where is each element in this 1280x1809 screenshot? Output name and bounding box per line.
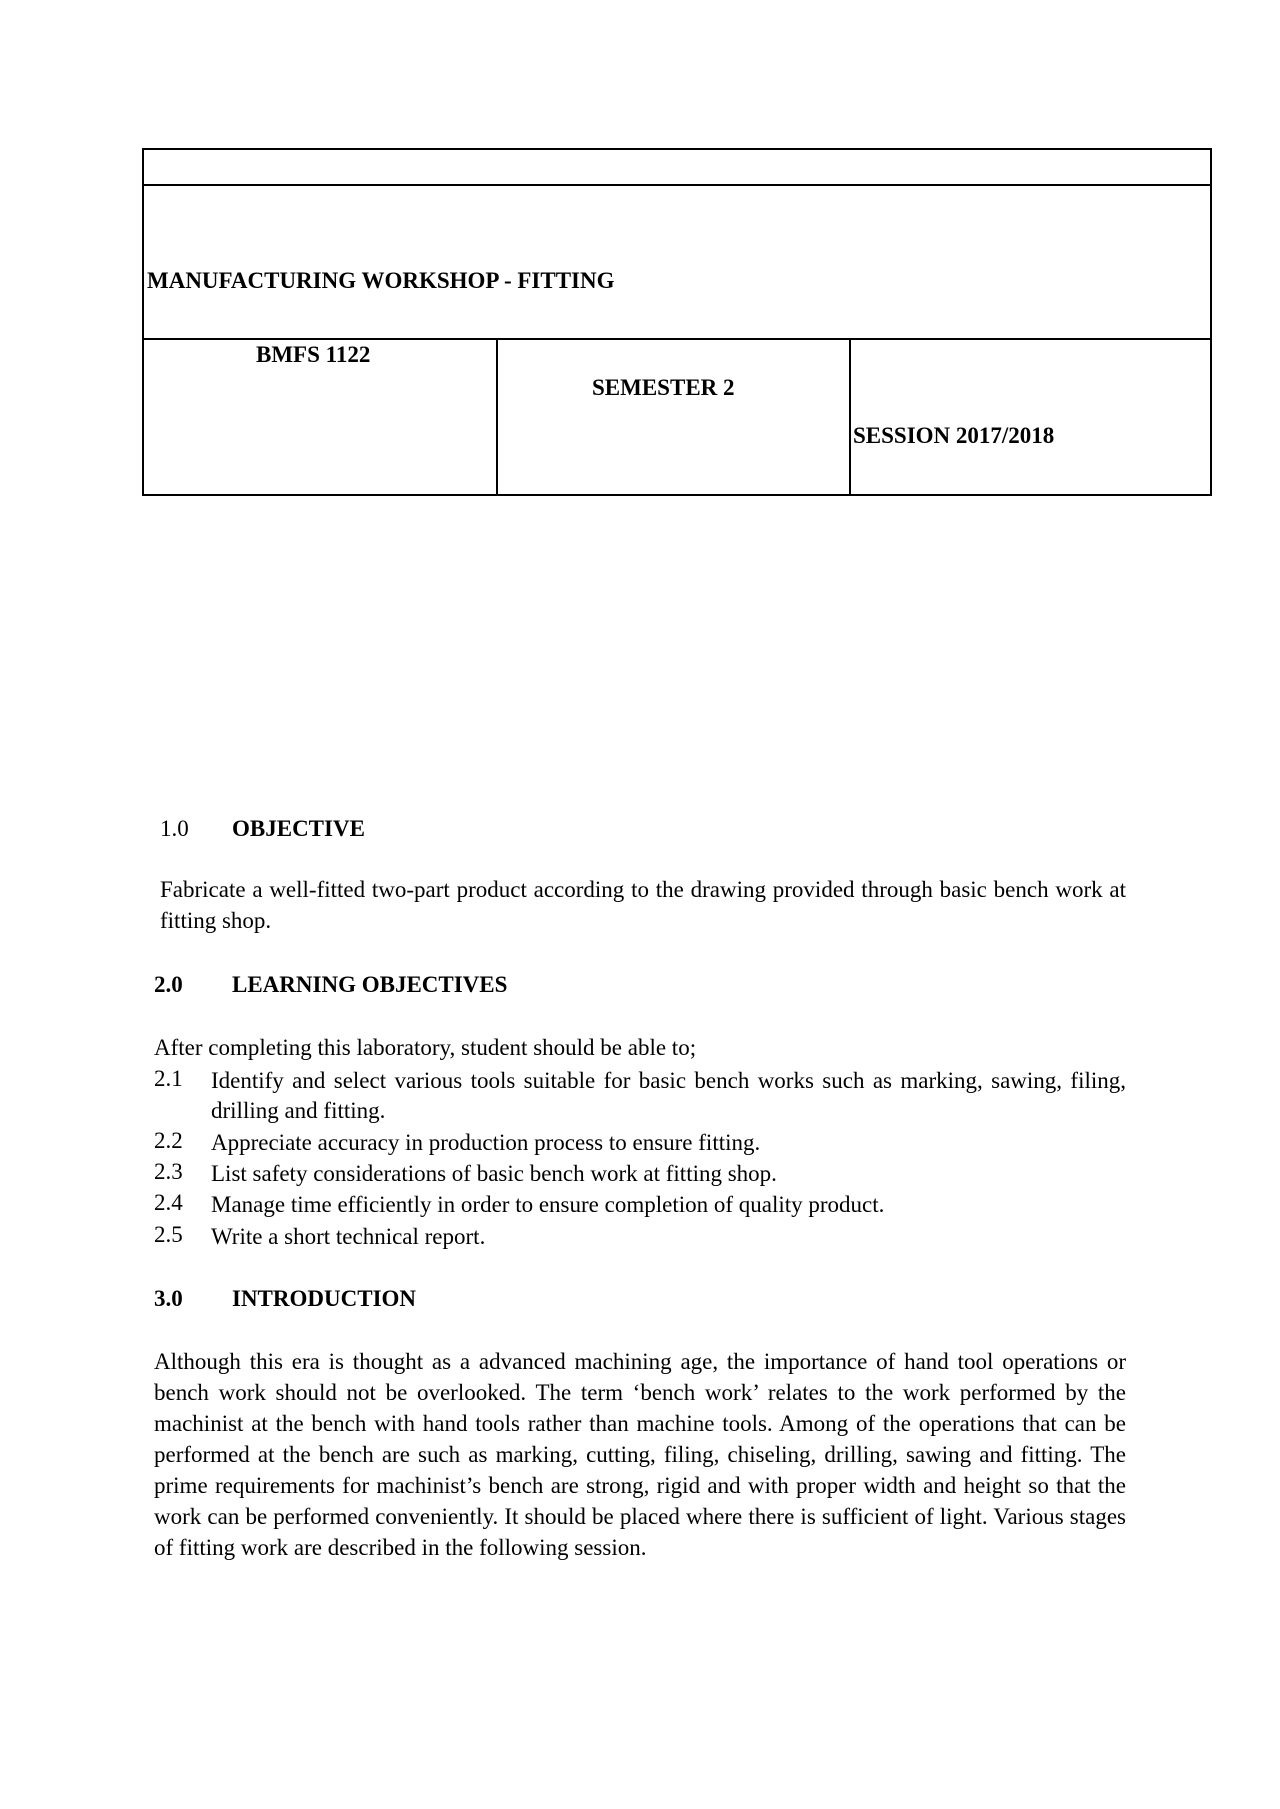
list-item-text: Manage time efficiently in order to ensure completion of quality product.: [211, 1192, 885, 1217]
list-item-text: Appreciate accuracy in production process to ensure fitting.: [211, 1130, 761, 1155]
table-border-row2: [142, 338, 1212, 340]
table-divider-1: [496, 338, 498, 496]
table-border-top: [142, 148, 1212, 150]
semester-label: SEMESTER 2: [592, 375, 735, 400]
objective-paragraph: Fabricate a well-fitted two-part product according to the drawing provided through basic bench work at fitting shop.: [160, 877, 1126, 933]
table-border-row1: [142, 184, 1212, 186]
table-border-bottom: [142, 494, 1212, 496]
table-divider-2: [849, 338, 851, 496]
list-item-number: 2.3: [154, 1159, 183, 1184]
list-item-number: 2.5: [154, 1222, 183, 1247]
introduction-paragraph: Although this era is thought as a advanced machining age, the importance of hand tool operations or bench work should not be overlooked. The term ‘bench work’ relates to the work performed by the machinist at the bench with hand tools rather than machine tools. Among of the operations that can be performed at the bench are such as marking, cutting, filing, chiseling, drilling, sawing and fitting. The prime requirements for machinist’s bench are strong, rigid and with proper width and height so that the work can be performed conveniently. It should be placed where there is sufficient of light. Various stages of fitting work are described in the following session.: [154, 1349, 1126, 1560]
section-heading-objective: OBJECTIVE: [232, 816, 365, 841]
course-code: BMFS 1122: [256, 342, 371, 367]
table-border-left: [142, 148, 144, 496]
section-number-learning: 2.0: [154, 972, 183, 997]
section-number-objective: 1.0: [160, 816, 189, 841]
section-heading-introduction: INTRODUCTION: [232, 1286, 417, 1311]
list-item-number: 2.4: [154, 1190, 183, 1215]
learning-intro: After completing this laboratory, student should be able to;: [154, 1035, 697, 1060]
list-item-text: Write a short technical report.: [211, 1224, 486, 1249]
section-number-introduction: 3.0: [154, 1286, 183, 1311]
list-item-number: 2.2: [154, 1128, 183, 1153]
table-border-right: [1210, 148, 1212, 496]
session-label: SESSION 2017/2018: [853, 423, 1055, 448]
course-title: MANUFACTURING WORKSHOP - FITTING: [147, 268, 615, 293]
section-heading-learning: LEARNING OBJECTIVES: [232, 972, 508, 997]
list-item-text: List safety considerations of basic bench work at fitting shop.: [211, 1161, 777, 1186]
list-item-number: 2.1: [154, 1066, 183, 1091]
list-item-text: Identify and select various tools suitable for basic bench works such as marking, sawing, filing, drilling and fitting.: [211, 1068, 1126, 1123]
